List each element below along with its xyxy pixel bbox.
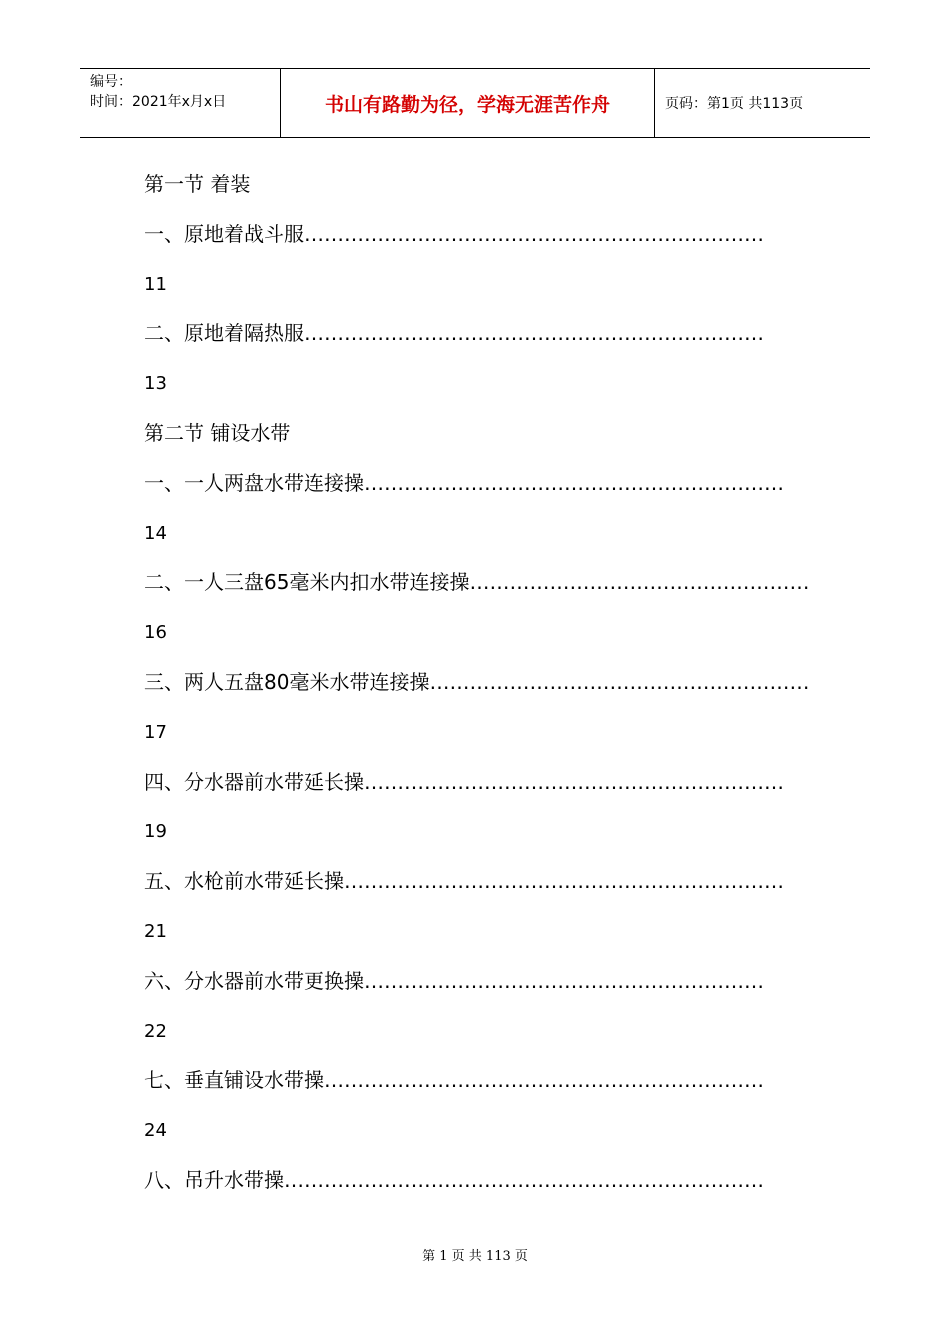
toc-leader-dots: ……………………………………………………… [364,769,784,794]
toc-leader-dots: ………………………………………………………… [324,1068,764,1093]
header-meta [80,69,281,137]
toc-entry [144,957,824,1007]
toc-entry-title: 三、两人五盘80毫米水带连接操 [144,669,430,694]
toc-leader-dots: …………………………………………………… [364,968,764,993]
toc-page-number: 24 [144,1120,167,1142]
toc-entry-title: 五、水枪前水带延长操 [144,869,344,894]
toc-entry-title: 六、分水器前水带更换操 [144,968,364,993]
toc-page-number: 17 [144,721,167,743]
toc-page-number: 16 [144,622,167,644]
toc-leader-dots: ………………………………………………………… [344,869,784,894]
toc-entry [144,210,824,260]
table-of-contents [144,160,824,1206]
toc-page-number: 19 [144,821,167,843]
toc-entry [144,459,824,509]
toc-entry [144,758,824,808]
toc-entry-title: 二、一人三盘65毫米内扣水带连接操 [144,570,470,595]
header-page-info: 页码：第1页 共113页 [665,96,804,112]
toc-entry-title: 七、垂直铺设水带操 [144,1068,324,1093]
toc-leader-dots: …………………………………………………………… [304,221,764,246]
toc-entry-title: 一、原地着战斗服 [144,221,304,246]
toc-leader-dots: …………………………………………… [469,570,810,595]
header-motto: 书山有路勤为径，学海无涯苦作舟 [281,69,655,137]
toc-entry-title: 一、一人两盘水带连接操 [144,470,364,495]
toc-leader-dots: ……………………………………………………………… [284,1167,764,1192]
toc-section-heading: 第二节 铺设水带 [144,420,291,445]
toc-page-number: 22 [144,1020,167,1042]
toc-leader-dots: …………………………………………………………… [304,321,764,346]
toc-page-number: 21 [144,920,167,942]
toc-leader-dots: ………………………………………………… [429,669,810,694]
toc-page-number: 11 [144,273,167,295]
number-label: 编号： [90,74,132,90]
toc-entry [144,558,824,608]
toc-entry [144,1056,824,1106]
time-label: 时间：2021年x月x日 [90,94,227,110]
page-footer: 第 1 页 共 113 页 [422,1249,528,1264]
toc-entry-title: 四、分水器前水带延长操 [144,769,364,794]
toc-entry [144,309,824,359]
toc-entry [144,658,824,708]
toc-entry [144,1156,824,1206]
toc-entry-title: 八、吊升水带操 [144,1167,284,1192]
toc-section-heading: 第一节 着装 [144,172,251,196]
page-header [80,68,870,138]
toc-entry-title: 二、原地着隔热服 [144,321,304,346]
toc-page-number: 14 [144,522,167,544]
toc-leader-dots: ……………………………………………………… [364,470,784,495]
toc-page-number: 13 [144,373,167,395]
toc-entry [144,857,824,907]
